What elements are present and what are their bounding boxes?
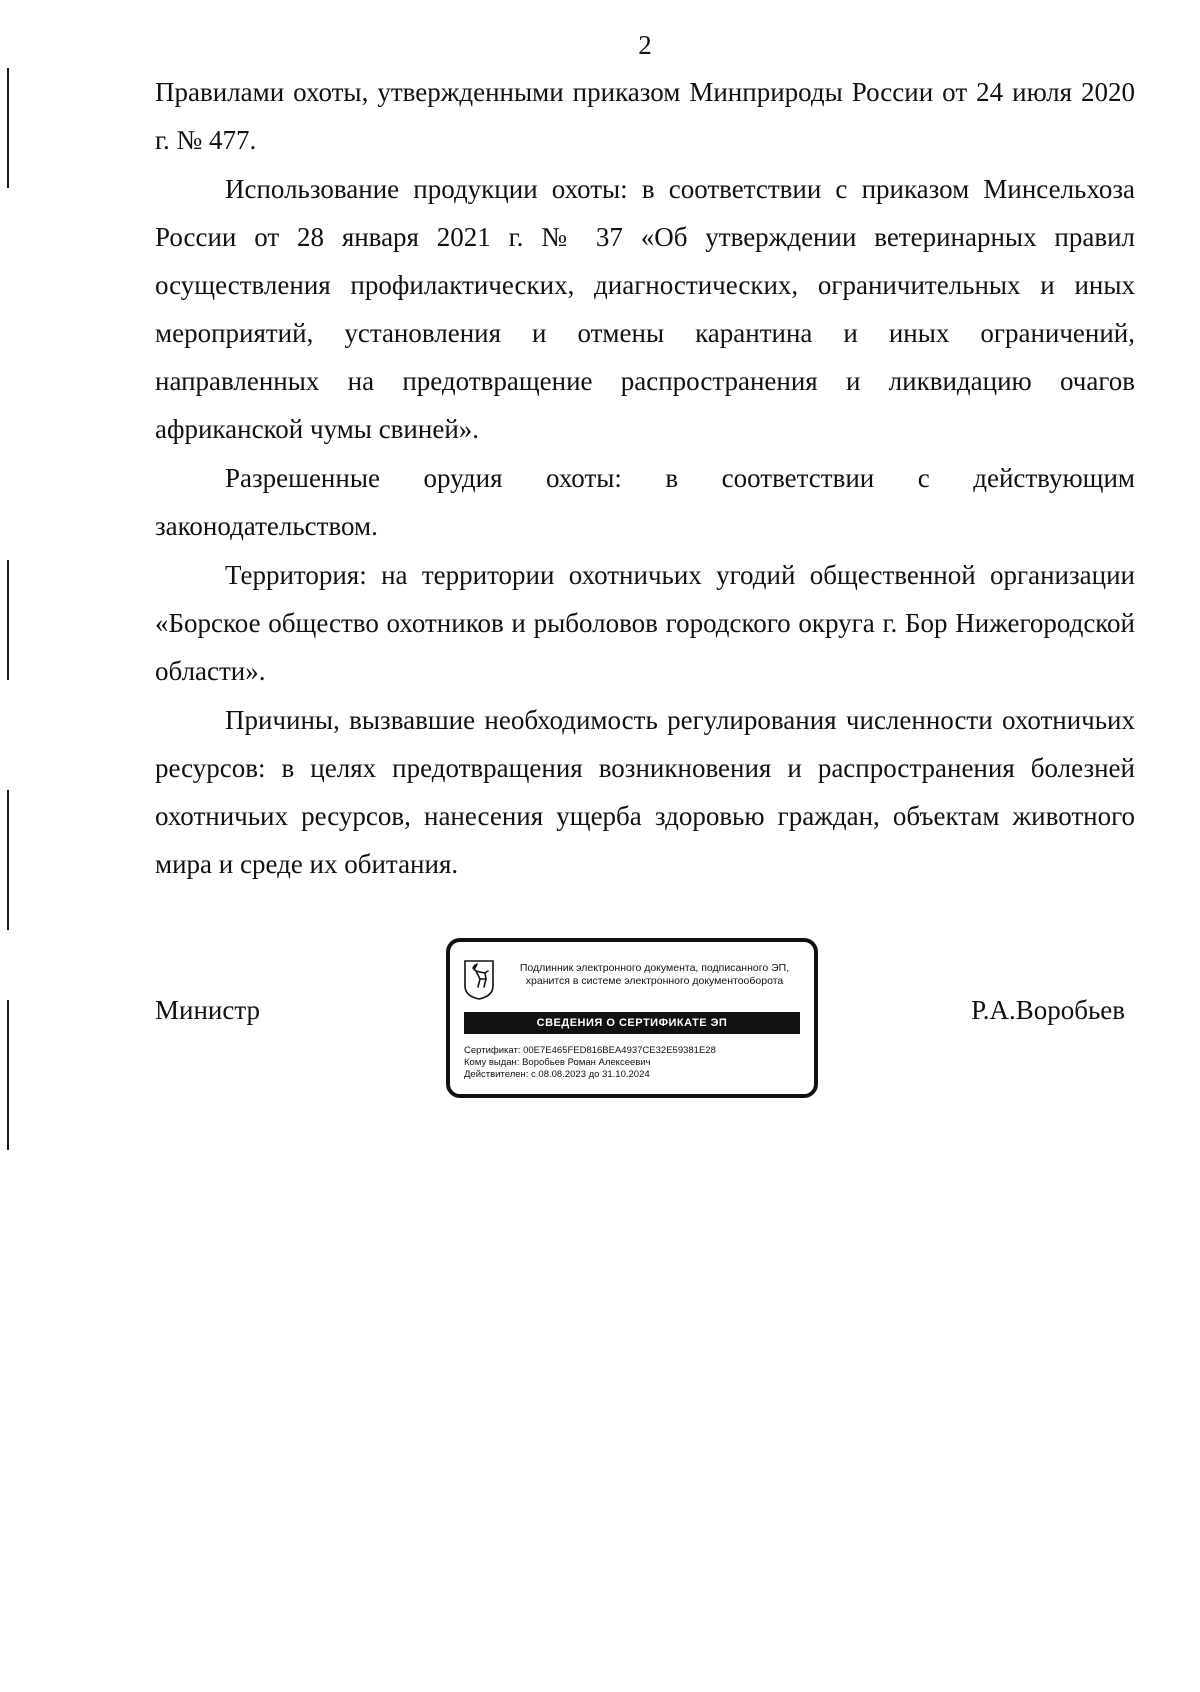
nizhny-novgorod-deer-emblem-icon [464,960,494,1000]
signer-name: Р.А.Воробьев [971,995,1125,1025]
scan-edge-mark [7,68,9,188]
paragraph-product-usage: Использование продукции охоты: в соответствии с приказом Минсельхоза России от 28 января 2021 г. № 37 «Об утверждении ветеринарных правил осуществления профилактических, диагностических, ограничительных и иных мероприятий, установления и отмены карантина и иных ограничений, направленных на предотвращение распространения и ликвидацию очагов африканской чумы свиней». [155,174,1135,444]
page-number: 2 [638,30,652,60]
electronic-signature-stamp [446,938,818,1098]
document-body [155,68,1135,888]
certificate-number: Сертификат: 00E7E465FED816BEA4937CE32E59381E28 [464,1045,716,1056]
stamp-certificate-title: СВЕДЕНИЯ О СЕРТИФИКАТЕ ЭП [464,1012,800,1034]
paragraph-territory: Территория: на территории охотничьих угодий общественной организации «Борское общество охотников и рыболовов городского округа г. Бор Нижегородской области». [155,560,1135,686]
stamp-header [502,962,807,988]
scan-edge-mark [7,560,9,680]
signer-position: Министр [155,995,260,1025]
certificate-validity: Действителен: с 08.08.2023 до 31.10.2024 [464,1069,650,1080]
stamp-certificate-details [464,1045,804,1081]
paragraph-hunting-tools: Разрешенные орудия охоты: в соответствии с действующим законодательством. [155,463,1135,541]
scan-edge-mark [7,790,9,930]
stamp-header-line: хранится в системе электронного документооборота [525,975,784,987]
paragraph-hunting-rules: Правилами охоты, утвержденными приказом Минприроды России от 24 июля 2020 г. № 477. [155,77,1135,155]
certificate-owner: Кому выдан: Воробьев Роман Алексеевич [464,1057,651,1068]
scan-edge-mark [7,1000,9,1150]
stamp-header-line: Подлинник электронного документа, подписанного ЭП, [519,962,790,974]
paragraph-reasons: Причины, вызвавшие необходимость регулирования численности охотничьих ресурсов: в целях предотвращения возникновения и распространения болезней охотничьих ресурсов, нанесения ущерба здоровью граждан, объектам животного мира и среде их обитания. [155,705,1135,879]
